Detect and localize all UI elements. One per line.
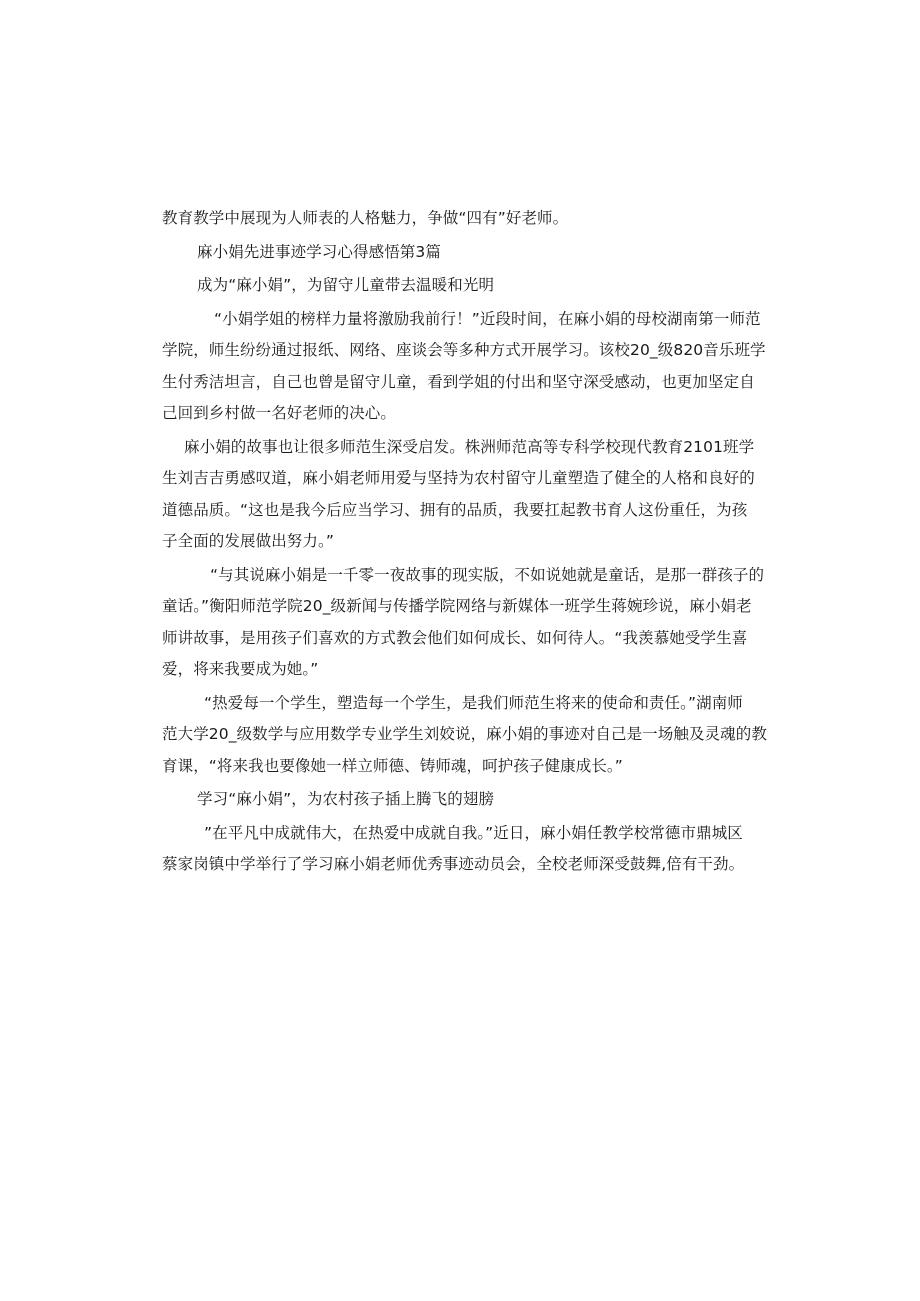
paragraph-line: 童话。”衡阳师范学院20_级新闻与传播学院网络与新媒体一班学生蒋婉珍说，麻小娟老 [162, 597, 752, 615]
paragraph-line: 学院，师生纷纷通过报纸、网络、座谈会等多种方式开展学习。该校20_级820音乐班学 [162, 341, 766, 359]
section-heading: 成为“麻小娟”，为留守儿童带去温暖和光明 [197, 276, 495, 294]
paragraph-4 [162, 688, 767, 783]
paragraph-line: 子全面的发展做出努力。” [162, 532, 334, 550]
paragraph-line: “小娟学姐的榜样力量将激励我前行！”近段时间，在麻小娟的母校湖南第一师范 [214, 309, 761, 328]
paragraph-line: 生付秀洁坦言，自己也曾是留守儿童，看到学姐的付出和坚守深受感动，也更加坚定自 [162, 372, 755, 391]
paragraph-line: ”在平凡中成就伟大，在热爱中成就自我。”近日，麻小娟任教学校常德市鼎城区 [204, 823, 743, 842]
paragraph-line: “与其说麻小娟是一千零一夜故事的现实版，不如说她就是童话，是那一群孩子的 [210, 565, 765, 584]
paragraph-line: 蔡家岗镇中学举行了学习麻小娟老师优秀事迹动员会，全校老师深受鼓舞,倍有干劲。 [162, 855, 745, 873]
paragraph-5 [162, 818, 762, 881]
paragraph-line: 范大学20_级数学与应用数学专业学生刘姣说，麻小娟的事迹对自己是一场触及灵魂的教 [162, 725, 767, 743]
paragraph-line: 道德品质。“这也是我今后应当学习、拥有的品质，我要扛起教书育人这份重任，为孩 [162, 500, 748, 519]
article-heading: 麻小娟先进事迹学习心得感悟第3篇 [197, 242, 441, 261]
paragraph-line: 师讲故事，是用孩子们喜欢的方式教会他们如何成长、如何待人。“我羡慕她受学生喜 [162, 628, 748, 647]
paragraph-line: 育课，“将来我也要像她一样立师德、铸师魂，呵护孩子健康成长。” [162, 756, 623, 775]
paragraph-3 [162, 560, 765, 686]
paragraph-1 [162, 304, 766, 430]
paragraph-line: “热爱每一个学生，塑造每一个学生，是我们师范生将来的使命和责任。”湖南师 [204, 693, 743, 712]
paragraph-line: 己回到乡村做一名好老师的决心。 [162, 404, 397, 422]
section-heading: 学习“麻小娟”，为农村孩子插上腾飞的翅膀 [197, 790, 495, 808]
paragraph-line: 爱，将来我要成为她。” [162, 660, 319, 678]
document-body [162, 203, 767, 881]
text-line: 教育教学中展现为人师表的人格魅力，争做“四有”好老师。 [162, 209, 569, 227]
paragraph-line: 麻小娟的故事也让很多师范生深受启发。株洲师范高等专科学校现代教育2101班学 [184, 437, 755, 456]
paragraph-2 [162, 432, 762, 558]
paragraph-line: 生刘吉吉勇感叹道，麻小娟老师用爱与坚持为农村留守儿童塑造了健全的人格和良好的 [162, 469, 755, 487]
